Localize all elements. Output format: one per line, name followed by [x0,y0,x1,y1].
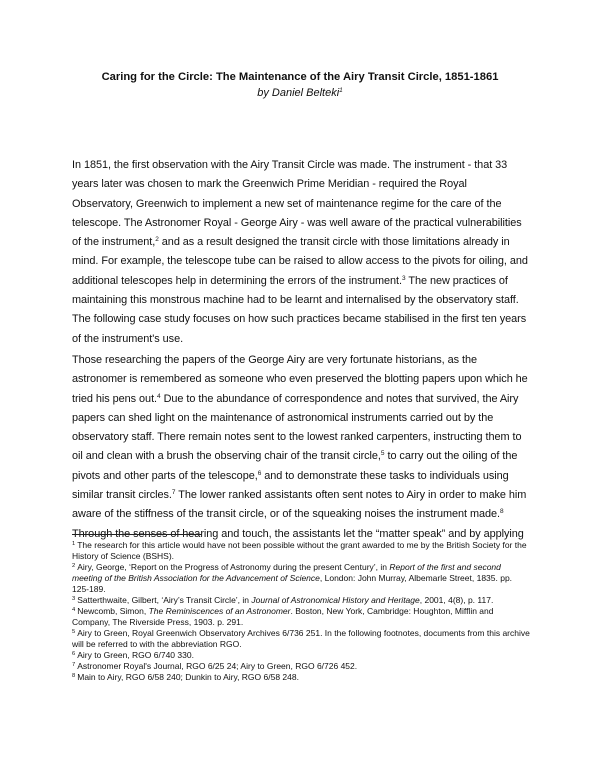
paper-title: Caring for the Circle: The Maintenance of the Airy Transit Circle, 1851-1861 [101,71,499,83]
footnote-6 [72,650,530,661]
footnote-number: 2 [72,563,76,569]
body-paragraph-2 [72,351,528,544]
footnote-4 [72,606,530,628]
footnote-text: Astronomer Royal's Journal, RGO 6/25 24; Airy to Green, RGO 6/726 452. [77,661,358,671]
footnotes-section [72,540,530,683]
footnote-ref-6[interactable]: 6 [257,469,262,477]
footnote-number: 7 [72,662,76,668]
footnote-7 [72,661,530,672]
footnote-number: 8 [72,673,76,679]
footnote-ref-5[interactable]: 5 [380,450,385,458]
footnote-text: , 2001, 4(8), p. 117. [419,595,494,605]
footnote-number: 3 [72,596,76,602]
footnote-number: 4 [72,607,76,613]
body-paragraph-1 [72,156,528,349]
footnote-number: 6 [72,651,76,657]
footnote-ref-1[interactable]: 1 [339,87,343,94]
footnote-ref-2[interactable]: 2 [155,236,159,244]
footnote-text: , London: John Murray, Albemarle Street, 1835. pp. 125-189. [72,573,513,594]
footnote-number: 1 [72,541,76,547]
paragraph-2-text-c: to carry out the oiling of the pivots and other parts of the telescope, [72,450,518,482]
paragraph-2-text-e: The lower ranked assistants often sent notes to Airy in order to make him aware of the stiffness of the transit circle, or of the squeaking noises the instrument made. [72,489,527,521]
footnote-3 [72,595,530,606]
footnote-publication-title: The Reminiscences of an Astronomer [148,606,291,616]
paragraph-1-text-b: and as a result designed the transit circle with those limitations already in mind. For example, the telescope tube can be raised to allow access to the pivots for oiling, and additional telescopes help in determining the errors of the instrument. [72,236,528,287]
footnote-5 [72,628,530,650]
author-line [0,86,600,100]
footnote-publication-title: Report of the first and second meeting of the British Association for the Advancement of Science [72,562,501,583]
footnote-text: The research for this article would have not been possible without the grant awarded to me by the British Society for the History of Science (BSHS). [72,540,527,561]
paragraph-2-text-f: Through the senses of hearing and touch, the assistants let the “matter speak” and by applying [72,527,524,540]
footnote-2 [72,562,530,595]
footnote-text: Main to Airy, RGO 6/58 240; Dunkin to Airy, RGO 6/58 248. [77,672,299,682]
footnote-8 [72,672,530,683]
footnote-ref-3[interactable]: 3 [402,274,406,282]
paragraph-2-text-a: Those researching the papers of the George Airy are very fortunate historians, as the astronomer is remembered as someone who even preserved the blotting papers upon which he tried his pens out. [72,354,528,405]
paragraph-1-text-c: The new practices of maintaining this monstrous machine had to be learnt and internalised by the observatory staff. The following case study focuses on how such practices became stabilised in the first ten years of the instrument's use. [72,274,527,345]
footnote-1 [72,540,530,562]
footnote-text: Airy to Green, RGO 6/740 330. [77,650,194,660]
footnote-text: Airy, George, ‘Report on the Progress of Astronomy during the present Century’, in [77,562,390,572]
footnote-number: 5 [72,629,76,635]
footnote-text: . Boston, New York, Cambridge: Houghton, Mifflin and Company, The Riverside Press, 1903. p. 291. [72,606,494,627]
footnote-text: Airy to Green, Royal Greenwich Observatory Archives 6/736 251. In the following footnotes, documents from this archive will be referred to with the abbreviation RGO. [72,628,530,649]
footnote-text: Satterthwaite, Gilbert, ‘Airy’s Transit Circle’, in [77,595,252,605]
footnote-ref-4[interactable]: 4 [157,392,161,400]
footnote-text: Newcomb, Simon, [77,606,149,616]
footnote-ref-8[interactable]: 8 [499,508,504,516]
paragraph-2-text-b: Due to the abundance of correspondence and notes that survived, the Airy papers can shed light on the maintenance of astronomical instruments carried out by the observatory staff. There remain notes sent to the lowest ranked carpenters, instructing them to oil and clean with a brush the observing chair of the transit circle, [72,392,522,463]
paragraph-1-text-a: In 1851, the first observation with the Airy Transit Circle was made. The instrument - that 33 years later was chosen to mark the Greenwich Prime Meridian - required the Royal Observatory, Greenwich to implement a new set of maintenance regime for the care of the telescope. The Astronomer Royal - George Airy - was well aware of the practical vulnerabilities of the instrument, [72,159,522,249]
footnote-ref-7[interactable]: 7 [171,489,176,497]
footnote-separator [72,534,202,535]
paragraph-2-text-d: and to demonstrate these tasks to individuals using similar transit circles. [72,469,509,502]
author-name: by Daniel Belteki [257,87,340,99]
footnote-publication-title: Journal of Astronomical History and Heritage [251,595,420,605]
